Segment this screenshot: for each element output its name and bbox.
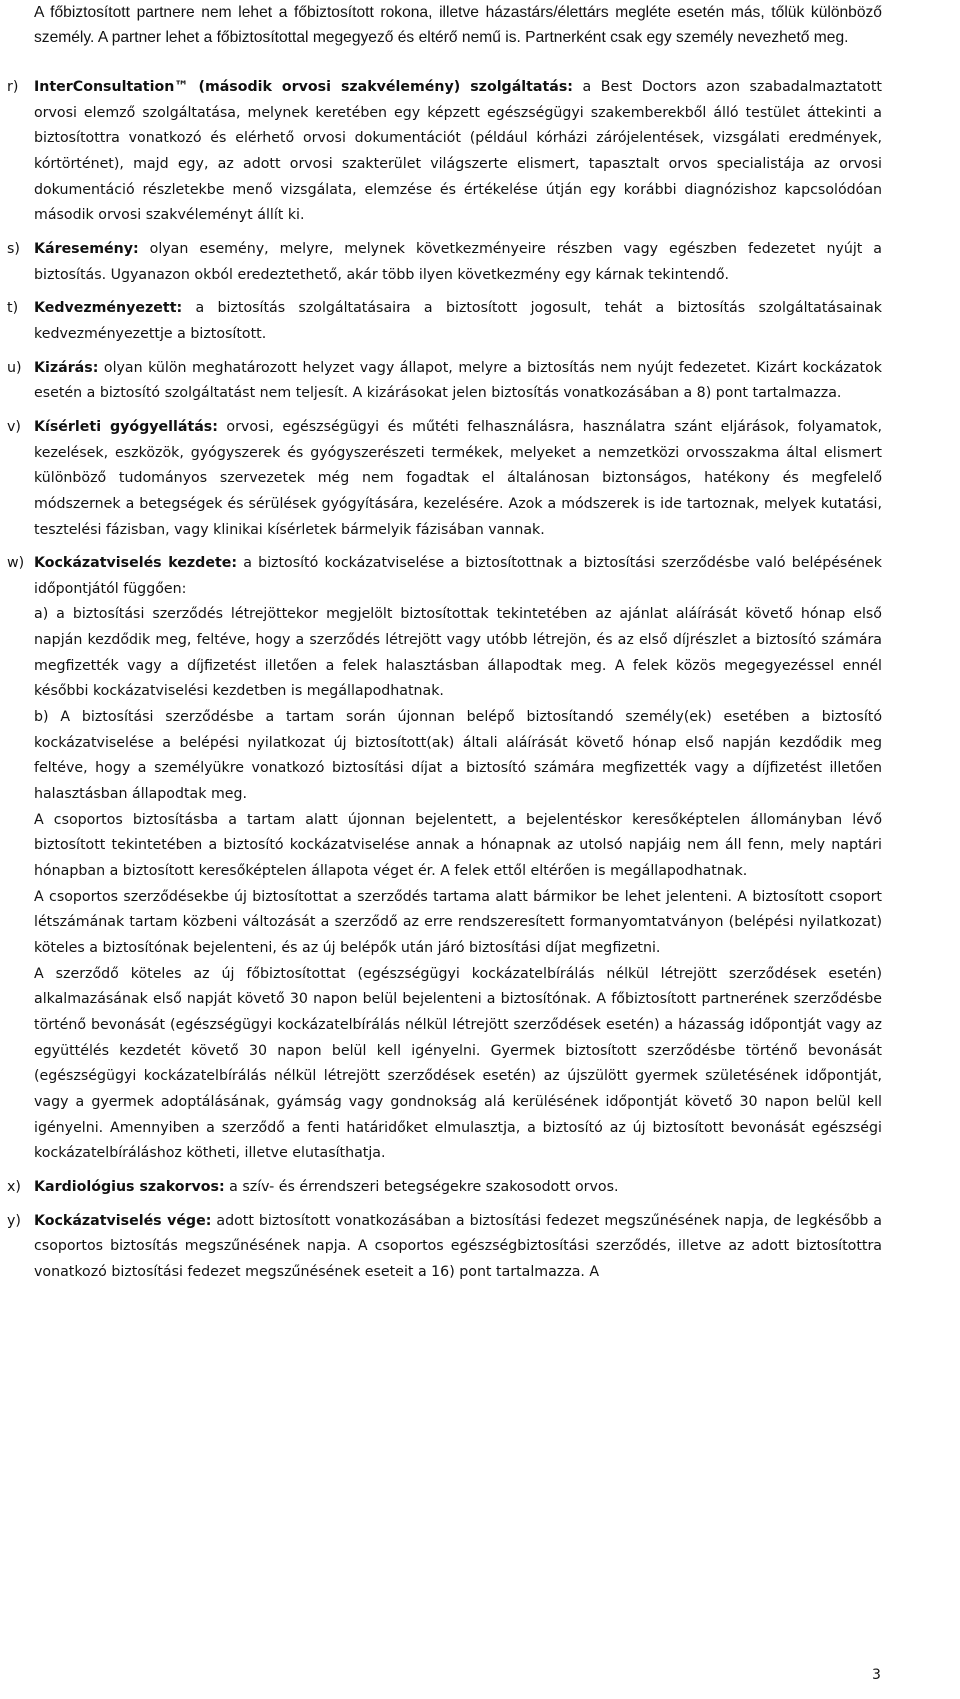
definition-term: Kockázatviselés kezdete: — [34, 555, 238, 572]
definition-term: Káresemény: — [34, 240, 139, 257]
item-letter: y) — [7, 1212, 21, 1229]
item-letter: v) — [7, 418, 21, 435]
definition-item-x — [0, 1175, 882, 1201]
item-letter: u) — [7, 359, 22, 376]
definition-term: Kardiológius szakorvos: — [34, 1178, 225, 1195]
definition-body: orvosi, egészségügyi és műtéti felhasználásra, használatra szánt eljárások, folyamatok, kezelések, eszközök, gyógyszerek és gyógyszerészeti termékek, melyeket a nemzetközi orvosszakma által elismert különböző tudományos szervezetek még nem fogadtak el általánosan biztonságos, hatékony és megfelelő módszernek a betegségek és sérülések gyógyítására, kezelésére. Azok a módszerek is ide tartoznak, melyek kutatási, tesztelési fázisban, vagy klinikai kísérletek bármelyik fázisában vannak. — [34, 418, 882, 538]
definition-term: Kockázatviselés vége: — [34, 1212, 212, 1229]
definition-text — [34, 237, 882, 288]
sub-paragraph-uj-biztositott: A csoportos szerződésekbe új biztosítottat a szerződés tartama alatt bármikor be lehet jelenteni. A biztosított csoport létszámának tartam közbeni változását a szerződő az erre rendszeresített formanyomtatványon (belépési nyilatkozat) köteles a biztosítónak bejelenteni, és az új belépők után járó biztosítási díjat megfizetni. — [34, 888, 882, 956]
definition-term: Kísérleti gyógyellátás: — [34, 418, 218, 435]
definition-item-v — [0, 415, 882, 543]
sub-paragraph-a: a) a biztosítási szerződés létrejöttekor megjelölt biztosítottak tekintetében az ajánlat aláírását követő hónap első napján kezdődik meg, feltéve, hogy a szerződés létrejött vagy utóbb létrejön, és az első díjrészlet a biztosító számára megfizették vagy a díjfizetést illetően a felek halasztásban állapodtak meg. A felek közös megegyezéssel ennél későbbi kockázatviselési kezdetben is megállapodhatnak. — [34, 606, 882, 700]
definition-body: olyan esemény, melyre, melynek következményeire részben vagy egészben fedezetet nyújt a biztosítás. Ugyanazon okból eredeztethető, akár több ilyen következmény egy kárnak tekintendő. — [34, 240, 882, 283]
page-number: 3 — [872, 1667, 881, 1683]
definition-body: a szív- és érrendszeri betegségekre szakosodott orvos. — [224, 1178, 619, 1195]
definition-body: a biztosítás szolgáltatásaira a biztosított jogosult, tehát a biztosítás szolgáltatásainak kedvezményezettje a biztosított. — [34, 300, 882, 342]
intro-paragraph: A főbiztosított partnere nem lehet a főbiztosított rokona, illetve házastárs/élettárs meglétе esetén más, tőlük különböző személy. A partner lehet a főbiztosítottal megegyező és eltérő nemű is. Partnerként csak egy személy nevezhető meg. — [34, 4, 882, 46]
definition-item-r — [0, 75, 882, 229]
item-letter: w) — [7, 555, 25, 572]
item-letter: x) — [7, 1178, 21, 1195]
sub-paragraph-b: b) A biztosítási szerződésbe a tartam során újonnan belépő biztosítandó személy(ek) esetében a biztosító kockázatviselése a belépési nyilatkozat új biztosított(ak) általi aláírását követő hónap első napján kezdődik meg feltéve, hogy a személyükre vonatkozó biztosítási díjat a biztosító számára megfizették vagy a díjfizetést illetően halasztásban állapodtak meg. — [34, 709, 882, 803]
sub-paragraph-keresokeptelen: A csoportos biztosításba a tartam alatt újonnan bejelentett, a bejelentéskor keresőképtelen állományban lévő biztosított tekintetében a biztosító kockázatviselése annak a hónapnak az utolsó napjáig nem áll fenn, mely naptári hónapban a biztosított keresőképtelen állapota véget ér. A felek ettől eltérően is megállapodhatnak. — [34, 811, 882, 880]
definition-body: adott biztosított vonatkozásában a biztosítási fedezet megszűnésének napja, de legkésőbb a csoportos biztosítás megszűnésének napja. A csoportos egészségbiztosítási szerződés, illetve az adott biztosítottra vonatkozó biztosítási fedezet megszűnésének eseteit a 16) pont tartalmazza. A — [34, 1212, 882, 1280]
definition-term: Kizárás: — [34, 359, 99, 376]
definitions-list — [0, 75, 882, 1294]
definition-term: InterConsultation™ (második orvosi szakvélemény) szolgáltatás: — [34, 79, 573, 95]
definition-text — [34, 356, 882, 407]
definition-body: a Best Doctors azon szabadalmaztatott orvosi elemző szolgáltatása, melynek keretében egy képzett egészségügyi szakemberekből álló testület áttekinti a biztosítottra vonatkozó és elérhető orvosi dokumentációt (például kórházi zárójelentések, vizsgálati eredmények, kórtörténet), majd egy, az adott orvosi szakterület világszerte elismert, tapasztalt orvos specialistája az orvosi dokumentáció részletekbe menő vizsgálata, elemzése és értékelése útján egy korábbi diagnózishoz kapcsolódóan második orvosi szakvéleményt állít ki. — [34, 79, 882, 224]
item-letter: t) — [7, 300, 19, 317]
definition-item-t — [0, 296, 882, 347]
definition-text — [34, 1209, 882, 1286]
definition-item-u — [0, 356, 882, 407]
definition-body: olyan külön meghatározott helyzet vagy állapot, melyre a biztosítás nem nyújt fedezetet. Kizárt kockázatok esetén a biztosító szolgáltatást nem teljesít. A kizárásokat jelen biztosítás vonatkozásában a 8) pont tartalmazza. — [34, 359, 882, 402]
definition-item-y — [0, 1209, 882, 1286]
sub-paragraph-bejelentes: A szerződő köteles az új főbiztosítottat (egészségügyi kockázatelbírálás nélkül létrejött szerződések esetén) alkalmazásának első napját követő 30 napon belül bejelenteni a biztosítónak. A főbiztosított partnerének szerződésbe történő bevonását (egészségügyi kockázatelbírálás nélkül létrejött szerződések esetén) a házasság időpontját vagy az együttélés kezdetét követő 30 napon belül kell igényelni. Gyermek biztosított szerződésbe történő bevonását (egészségügyi kockázatelbírálás nélkül létrejött szerződések esetén) az újszülött gyermek születésének időpontját, vagy a gyermek adoptálásának, gyámság vagy gondnokság alá kerülésének időpontját követő 30 napon belül kell igényelni. Amennyiben a szerződő a fenti határidőket elmulasztja, a biztosító az új biztosított bevonását egészségi kockázatelbíráláshoz kötheti, illetve elutasíthatja. — [34, 965, 882, 1162]
item-letter: r) — [7, 79, 19, 95]
definition-item-s — [0, 237, 882, 288]
definition-text — [34, 415, 882, 543]
definition-text — [34, 296, 882, 347]
item-letter: s) — [7, 240, 20, 257]
definition-text — [34, 1175, 882, 1201]
definition-text — [34, 551, 882, 602]
definition-term: Kedvezményezett: — [34, 300, 183, 317]
definition-text — [34, 75, 882, 229]
definition-item-w — [0, 551, 882, 1167]
definition-body: a biztosító kockázatviselése a biztosítottnak a biztosítási szerződésbe való belépésének időpontjától függően: — [34, 555, 882, 597]
